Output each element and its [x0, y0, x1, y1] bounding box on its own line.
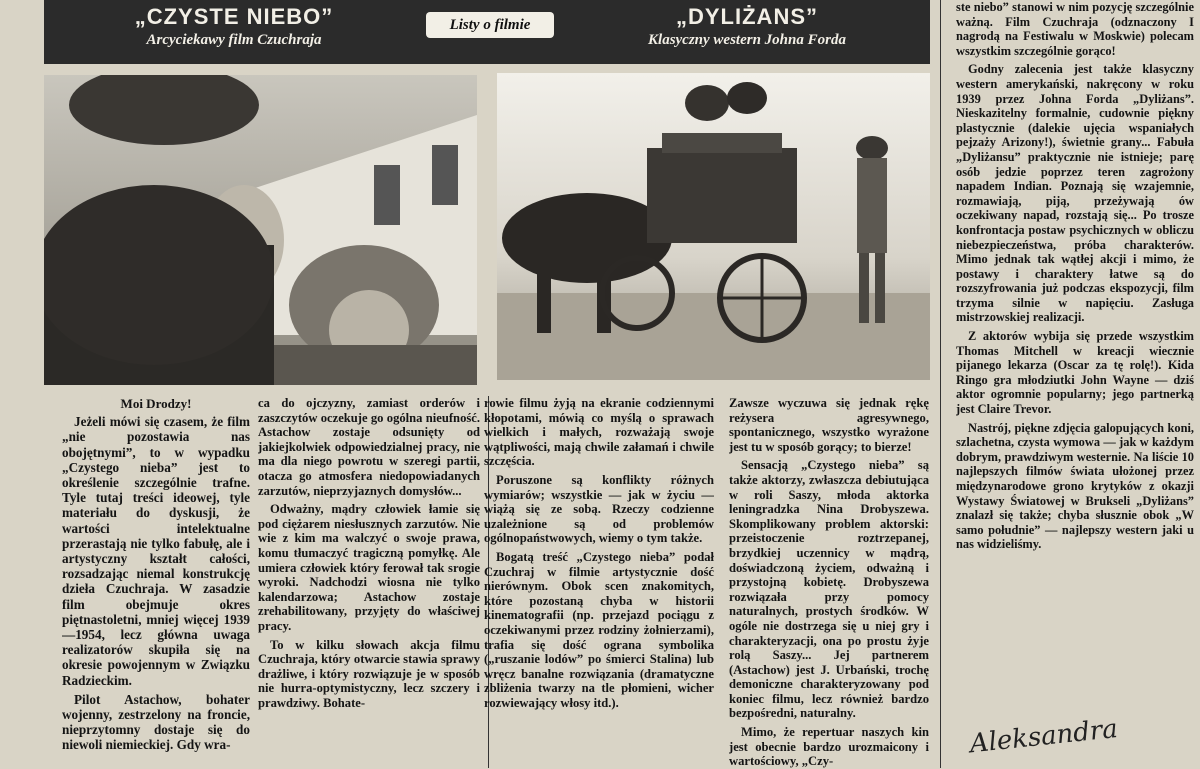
article-column-5 [956, 0, 1194, 712]
column-rule [940, 0, 941, 768]
right-heading [564, 4, 930, 49]
paragraph: Odważny, mądry człowiek łamie się pod ciężarem niesłusznych zarzutów. Nie wie z kim ma walczyć o swoje prawa, komu tłumaczyć tragiczną pomyłkę. Ale umiera człowiek który ferował tak srogie wyroki. Nadchodzi wiosna nie tylko kalendarzowa; Astachow zostaje zrehabilitowany, przyjęty do właściwej pracy. [258, 502, 480, 633]
article-column-1 [62, 396, 250, 768]
czyste-niebo-still-image [44, 75, 477, 385]
dylizans-still-image [497, 73, 930, 380]
paragraph: Godny zalecenia jest także klasyczny western amerykański, nakręcony w roku 1939 przez Johna Forda „Dyliżans”. Nieskazitelny formalnie, cudownie piękny plastycznie (dalekie ujęcia wspaniałych pejzaży Arizony!), świetnie grany... Fabuła „Dyliżansu” praktycznie nie istnieje; parę osób jedzie poprzez teren zagrożony napadem Indian. Poznają się wzajemnie, rozmawiają, piją, przeżywają ów oczekiwany napad, rozstają się... Po trosze konfrontacja postaw psychicznych w obliczu niebezpieczeństwa, próba charakterów. Mimo jednak tak wątłej akcji i mimo, że postawy i charaktery łatwe są do rozszyfrowania już podczas ekspozycji, film trzyma silnie w napięciu. Zasługa mistrzowskiej realizacji. [956, 62, 1194, 325]
paragraph: Sensacją „Czystego nieba” są także aktorzy, zwłaszcza debiutująca w roli Saszy, młoda aktorka leningradzka Nina Drobyszewa. Skomplikowany problem aktorski: przeistoczenie roztrzepanej, brzydkiej uczennicy w mądrą, doświadczoną życiem, odważną i przystojną kobietę. Drobyszewa rozwiązała przy pomocy naturalnych, prostych środków. W ogóle nie dostrzega się u niej gry i charakteryzacji, ona po prostu żyje rolą Saszy... Jej partnerem (Astachow) jest J. Urbański, trochę demoniczne charakteryzowany pod koniec filmu, lecz również bardzo bezpośredni, naturalny. [729, 458, 929, 721]
paragraph: ste niebo” stanowi w nim pozycję szczególnie ważną. Film Czuchraja (odznaczony I nagrodą na Festiwalu w Moskwie) polecam wszystkim szczególnie gorąco! [956, 0, 1194, 58]
paragraph: To w kilku słowach akcja filmu Czuchraja, który otwarcie stawia sprawy drażliwe, i który rozwiązuje je w sposób nie hurra-optymistyczny, lecz szczery i prawdziwy. Bohate- [258, 637, 480, 710]
salutation: Moi Drodzy! [120, 396, 192, 411]
article-column-3 [484, 396, 714, 768]
paragraph: Jeżeli mówi się czasem, że film „nie pozostawia nas obojętnymi”, to w wypadku „Czystego nieba” jest to określenie szczególnie trafne. Tyle tutaj treści ideowej, tyle materiału do dyskusji, że wartości intelektualne przerastają nie tylko fabułę, ale i artystyczny kształt całości, rozsadzając niemal konstrukcję dzieła Czuchraja. W zasadzie film obejmuje okres piętnastoletni, mniej więcej 1939—1954, lecz główna uwaga realizatorów skupiła się na okresie powojennym w Związku Radzieckim. [62, 414, 250, 688]
paragraph: Zawsze wyczuwa się jednak rękę reżysera agresywnego, spontanicznego, wszystko wyrażone jest tu w sposób gorący; to bierze! [729, 396, 929, 454]
paragraph: rowie filmu żyją na ekranie codziennymi kłopotami, mówią co myślą o sprawach wielkich i małych, rozważają swoje wątpliwości, mają chwile załamań i chwile szczęścia. [484, 396, 714, 469]
paragraph: Poruszone są konflikty różnych wymiarów; wszystkie — jak w życiu — wiążą się ze sobą. Rzeczy codzienne uzależnione są od problemów ogólnopaństwowych, wiemy o tym także. [484, 472, 714, 546]
czyste-niebo-photo [44, 75, 477, 385]
right-film-title: „DYLIŻANS” [676, 4, 818, 29]
dylizans-photo [497, 73, 930, 380]
left-heading [44, 4, 424, 49]
left-film-title: „CZYSTE NIEBO” [134, 4, 334, 29]
paragraph: Bogatą treść „Czystego nieba” podał Czuchraj w filmie artystycznie dość nierównym. Obok scen znakomitych, które pozostaną chyba w historii kinematografii (np. przejazd pociągu z oczekiwanymi przez rodziny żołnierzami), trafia się dość ograna symbolika („ruszanie lodów” po śmierci Stalina) lub wręcz banalne rozwiązania (dramatyczne zbliżenia twarzy na tle płomieni, wicher rozwiewający włosy itd.). [484, 549, 714, 710]
header-band [44, 0, 930, 64]
author-signature: Aleksandra [968, 714, 1120, 760]
paragraph: Mimo, że repertuar naszych kin jest obecnie bardzo urozmaicony i wartościowy, „Czy- [729, 725, 929, 768]
right-film-subtitle: Klasyczny western Johna Forda [648, 32, 846, 48]
left-film-subtitle: Arcyciekawy film Czuchraja [146, 32, 322, 48]
paragraph: Pilot Astachow, bohater wojenny, zestrzelony na froncie, nieprzytomny dostaje się do niewoli niemieckiej. Gdy wra- [62, 691, 250, 753]
article-column-4 [729, 396, 929, 768]
paragraph: Nastrój, piękne zdjęcia galopujących koni, szlachetna, czysta wymowa — jak w każdym dobrym, prawdziwym westernie. Na liście 10 najlepszych filmów świata ułożonej przez międzynarodowe grono krytyków z okazji Wystawy Światowej w Brukseli „Dyliżans” znalazł się także; chyba słusznie obok „W samo południe” — najlepszy western jaki u nas widzieliśmy. [956, 420, 1194, 552]
section-badge: Listy o filmie [426, 12, 554, 38]
paragraph: Z aktorów wybija się przede wszystkim Thomas Mitchell w kreacji wiecznie pijanego lekarza (Oscar za tę rolę!). Kida Ringo gra młodziutki John Wayne — dziś aktor ogromnie popularny; jego partnerką jest Claire Trevor. [956, 329, 1194, 417]
paragraph: ca do ojczyzny, zamiast orderów i zaszczytów oczekuje go ogólna nieufność. Astachow zostaje odsunięty od jakiejkolwiek odpowiedzialnej pracy, nie ma dla niego powrotu w szeregi partii, otacza go atmosfera niedopowiadanych zarzutów, nieprzyjaznych domysłów... [258, 396, 480, 498]
article-column-2 [258, 396, 480, 768]
